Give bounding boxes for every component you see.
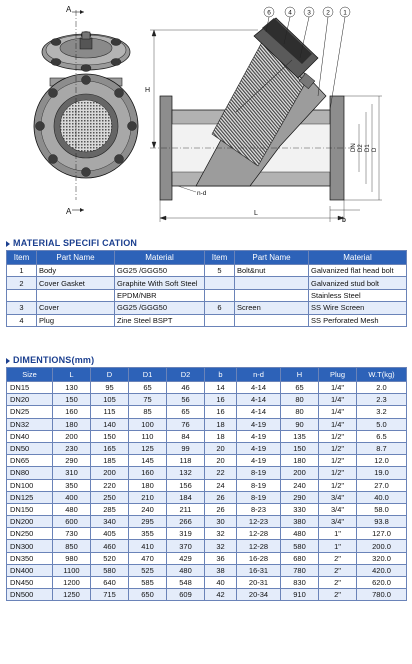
material-cell: 5 <box>205 265 235 277</box>
dimensions-cell: 580 <box>91 564 129 576</box>
dimensions-cell: 4-19 <box>237 418 281 430</box>
dimensions-cell: 80 <box>281 394 319 406</box>
dimensions-header-cell: n-d <box>237 368 281 382</box>
dimensions-row <box>7 394 407 406</box>
dimensions-cell: 6.5 <box>357 430 407 442</box>
dimensions-cell: 115 <box>91 406 129 418</box>
dimensions-cell: 580 <box>281 540 319 552</box>
dim-label-l: L <box>254 210 258 217</box>
dimensions-cell: 520 <box>91 552 129 564</box>
dimensions-cell: 1250 <box>53 589 91 601</box>
dimensions-cell: 200 <box>281 467 319 479</box>
material-header-cell: Material <box>115 251 205 265</box>
callout-6: 6 <box>267 9 271 17</box>
dimensions-row <box>7 552 407 564</box>
dimensions-cell: 135 <box>281 430 319 442</box>
dimensions-cell: 640 <box>91 577 129 589</box>
section-label-top: A <box>66 5 72 14</box>
dimensions-cell: 127.0 <box>357 528 407 540</box>
material-cell <box>205 314 235 326</box>
dimensions-cell: 240 <box>281 479 319 491</box>
dimensions-cell: 4-14 <box>237 394 281 406</box>
dimensions-row <box>7 528 407 540</box>
dimensions-size-cell: DN500 <box>7 589 53 601</box>
dimensions-cell: 525 <box>129 564 167 576</box>
dimensions-cell: 65 <box>281 382 319 394</box>
dimensions-cell: 24 <box>205 479 237 491</box>
dimensions-size-cell: DN350 <box>7 552 53 564</box>
dimensions-cell: 3/4" <box>319 491 357 503</box>
dimensions-size-cell: DN65 <box>7 455 53 467</box>
material-cell: Cover Gasket <box>37 277 115 289</box>
dimensions-cell: 20-31 <box>237 577 281 589</box>
dim-label-h: H <box>145 87 151 94</box>
material-cell: 2 <box>7 277 37 289</box>
dimensions-row <box>7 382 407 394</box>
dimensions-cell: 18 <box>205 430 237 442</box>
dimensions-cell: 90 <box>281 418 319 430</box>
material-cell: Cover <box>37 302 115 314</box>
dimensions-row <box>7 418 407 430</box>
dimensions-cell: 285 <box>91 503 129 515</box>
dimensions-row <box>7 430 407 442</box>
dimensions-row <box>7 442 407 454</box>
dimensions-cell: 3.2 <box>357 406 407 418</box>
callout-4: 4 <box>288 9 292 17</box>
dim-label-d1: D1 <box>365 144 371 152</box>
material-cell: 1 <box>7 265 37 277</box>
dimensions-cell: 16 <box>205 406 237 418</box>
dimensions-cell: 42 <box>205 589 237 601</box>
material-cell: 3 <box>7 302 37 314</box>
top-view <box>42 32 130 72</box>
dimensions-cell: 20 <box>205 455 237 467</box>
dimensions-row <box>7 577 407 589</box>
dimensions-cell: 480 <box>53 503 91 515</box>
dimensions-cell: 2" <box>319 589 357 601</box>
dimensions-cell: 460 <box>91 540 129 552</box>
dimensions-cell: 330 <box>281 503 319 515</box>
dimensions-cell: 132 <box>167 467 205 479</box>
dimensions-cell: 130 <box>53 382 91 394</box>
dimensions-size-cell: DN80 <box>7 467 53 479</box>
dimensions-cell: 650 <box>129 589 167 601</box>
material-cell: 4 <box>7 314 37 326</box>
dimensions-cell: 4-19 <box>237 455 281 467</box>
material-header-cell: Item <box>205 251 235 265</box>
dimensions-size-cell: DN40 <box>7 430 53 442</box>
dimensions-cell: 14 <box>205 382 237 394</box>
dimensions-row <box>7 503 407 515</box>
dimensions-cell: 118 <box>167 455 205 467</box>
dimensions-cell: 110 <box>129 430 167 442</box>
dimensions-size-cell: DN250 <box>7 528 53 540</box>
dimensions-cell: 165 <box>91 442 129 454</box>
dimensions-header-cell: L <box>53 368 91 382</box>
dimensions-cell: 680 <box>281 552 319 564</box>
material-cell: Screen <box>235 302 309 314</box>
dimensions-row <box>7 564 407 576</box>
dimensions-cell: 150 <box>53 394 91 406</box>
dimensions-cell: 8.7 <box>357 442 407 454</box>
material-header-cell: Part Name <box>37 251 115 265</box>
dimensions-cell: 2.0 <box>357 382 407 394</box>
dimensions-cell: 1/2" <box>319 479 357 491</box>
material-cell <box>235 289 309 301</box>
dimensions-cell: 185 <box>91 455 129 467</box>
dimensions-cell: 320.0 <box>357 552 407 564</box>
dimensions-cell: 420.0 <box>357 564 407 576</box>
dimensions-cell: 140 <box>91 418 129 430</box>
material-row <box>7 302 407 314</box>
material-header-cell: Part Name <box>235 251 309 265</box>
dimensions-cell: 620.0 <box>357 577 407 589</box>
dimensions-cell: 730 <box>53 528 91 540</box>
dimensions-header-cell: D <box>91 368 129 382</box>
dimensions-cell: 480 <box>167 564 205 576</box>
dimensions-header-cell: W.T(kg) <box>357 368 407 382</box>
dimensions-cell: 1/4" <box>319 394 357 406</box>
dimensions-cell: 1/2" <box>319 442 357 454</box>
dim-label-dn: DN <box>351 143 357 152</box>
dimensions-cell: 36 <box>205 552 237 564</box>
dimensions-cell: 585 <box>129 577 167 589</box>
dimensions-cell: 84 <box>167 430 205 442</box>
callout-1: 1 <box>343 9 347 17</box>
dimensions-cell: 184 <box>167 491 205 503</box>
dimensions-cell: 830 <box>281 577 319 589</box>
dimensions-cell: 180 <box>129 479 167 491</box>
dimensions-header-row <box>7 368 407 382</box>
dimensions-row <box>7 479 407 491</box>
dimensions-cell: 3/4" <box>319 503 357 515</box>
dimensions-cell: 4-14 <box>237 406 281 418</box>
dimensions-row <box>7 589 407 601</box>
dimensions-cell: 156 <box>167 479 205 491</box>
dimensions-cell: 295 <box>129 516 167 528</box>
material-row <box>7 265 407 277</box>
material-header-cell: Item <box>7 251 37 265</box>
material-row <box>7 277 407 289</box>
dimensions-cell: 355 <box>129 528 167 540</box>
material-row <box>7 314 407 326</box>
dimensions-size-cell: DN300 <box>7 540 53 552</box>
dimensions-cell: 40.0 <box>357 491 407 503</box>
dimensions-cell: 1/4" <box>319 382 357 394</box>
dimensions-size-cell: DN50 <box>7 442 53 454</box>
dimensions-size-cell: DN400 <box>7 564 53 576</box>
dimensions-cell: 310 <box>53 467 91 479</box>
dimensions-cell: 980 <box>53 552 91 564</box>
dimensions-cell: 200.0 <box>357 540 407 552</box>
material-cell: Bolt&nut <box>235 265 309 277</box>
dimensions-cell: 250 <box>91 491 129 503</box>
dimensions-cell: 27.0 <box>357 479 407 491</box>
section-label-bottom: A <box>66 207 72 216</box>
dimensions-size-cell: DN450 <box>7 577 53 589</box>
dimensions-cell: 5.0 <box>357 418 407 430</box>
dimensions-header-cell: Plug <box>319 368 357 382</box>
material-cell <box>7 289 37 301</box>
dimensions-cell: 145 <box>129 455 167 467</box>
dimensions-cell: 400 <box>53 491 91 503</box>
dimensions-cell: 609 <box>167 589 205 601</box>
material-table <box>6 250 407 327</box>
material-cell: EPDM/NBR <box>115 289 205 301</box>
dimensions-cell: 19.0 <box>357 467 407 479</box>
dimensions-cell: 1200 <box>53 577 91 589</box>
dimensions-cell: 12-28 <box>237 540 281 552</box>
dimensions-cell: 76 <box>167 418 205 430</box>
dimensions-cell: 8-19 <box>237 491 281 503</box>
material-cell <box>205 289 235 301</box>
dimensions-cell: 780 <box>281 564 319 576</box>
material-cell <box>235 277 309 289</box>
dimensions-cell: 26 <box>205 491 237 503</box>
dimensions-cell: 8-19 <box>237 479 281 491</box>
dimensions-cell: 16-31 <box>237 564 281 576</box>
dimensions-cell: 370 <box>167 540 205 552</box>
dim-label-b: b <box>342 217 346 224</box>
triangle-bullet-icon <box>6 358 10 364</box>
dimensions-row <box>7 406 407 418</box>
dimensions-cell: 93.8 <box>357 516 407 528</box>
dimensions-cell: 180 <box>53 418 91 430</box>
dimensions-cell: 200 <box>91 467 129 479</box>
material-cell: Stainless Steel <box>309 289 407 301</box>
dimensions-cell: 410 <box>129 540 167 552</box>
dimensions-cell: 80 <box>281 406 319 418</box>
dimensions-cell: 266 <box>167 516 205 528</box>
dimensions-cell: 1/2" <box>319 467 357 479</box>
material-cell: 6 <box>205 302 235 314</box>
material-section-title: MATERIAL SPECIFI CATION <box>6 238 137 248</box>
dimensions-cell: 16 <box>205 394 237 406</box>
dimensions-cell: 405 <box>91 528 129 540</box>
dimensions-size-cell: DN100 <box>7 479 53 491</box>
dimensions-cell: 150 <box>281 442 319 454</box>
dimensions-cell: 8-23 <box>237 503 281 515</box>
dimensions-cell: 380 <box>281 516 319 528</box>
dimensions-cell: 32 <box>205 528 237 540</box>
dimensions-cell: 160 <box>53 406 91 418</box>
dimensions-size-cell: DN20 <box>7 394 53 406</box>
strainer-drawing <box>0 0 412 232</box>
dimensions-size-cell: DN32 <box>7 418 53 430</box>
dimensions-size-cell: DN25 <box>7 406 53 418</box>
material-cell <box>235 314 309 326</box>
material-cell <box>37 289 115 301</box>
dimensions-row <box>7 540 407 552</box>
dimensions-cell: 850 <box>53 540 91 552</box>
callout-2: 2 <box>326 9 330 17</box>
dimensions-cell: 30 <box>205 516 237 528</box>
callout-3: 3 <box>307 9 311 17</box>
material-cell: SS Wire Screen <box>309 302 407 314</box>
dimensions-cell: 65 <box>129 382 167 394</box>
dimensions-cell: 160 <box>129 467 167 479</box>
dimensions-cell: 1" <box>319 540 357 552</box>
material-cell: Galvanized stud bolt <box>309 277 407 289</box>
dim-label-d2: D2 <box>358 144 364 152</box>
dimensions-cell: 20 <box>205 442 237 454</box>
dim-label-nd: n-d <box>197 190 207 197</box>
dimensions-cell: 99 <box>167 442 205 454</box>
dimensions-cell: 480 <box>281 528 319 540</box>
dimensions-cell: 38 <box>205 564 237 576</box>
material-cell: GG25 /GGG50 <box>115 302 205 314</box>
dimensions-cell: 429 <box>167 552 205 564</box>
dimensions-cell: 100 <box>129 418 167 430</box>
dimensions-cell: 20-34 <box>237 589 281 601</box>
dimensions-cell: 8-19 <box>237 467 281 479</box>
dimensions-row <box>7 467 407 479</box>
dimensions-header-cell: D2 <box>167 368 205 382</box>
dimensions-cell: 240 <box>129 503 167 515</box>
dimensions-size-cell: DN15 <box>7 382 53 394</box>
dimensions-row <box>7 491 407 503</box>
dimensions-cell: 2" <box>319 577 357 589</box>
dimensions-cell: 16-28 <box>237 552 281 564</box>
dimensions-cell: 150 <box>91 430 129 442</box>
dimensions-cell: 4-19 <box>237 442 281 454</box>
material-row <box>7 289 407 301</box>
dimensions-cell: 1/4" <box>319 406 357 418</box>
material-cell <box>205 277 235 289</box>
dimensions-cell: 211 <box>167 503 205 515</box>
dimensions-cell: 548 <box>167 577 205 589</box>
dimensions-cell: 1/2" <box>319 455 357 467</box>
dimensions-cell: 12.0 <box>357 455 407 467</box>
material-cell: Body <box>37 265 115 277</box>
dimensions-cell: 180 <box>281 455 319 467</box>
dimensions-row <box>7 516 407 528</box>
dimensions-cell: 1/4" <box>319 418 357 430</box>
material-header-cell: Material <box>309 251 407 265</box>
dimensions-section-title: DIMENTIONS(mm) <box>6 355 94 365</box>
dimensions-cell: 290 <box>281 491 319 503</box>
material-cell: Zine Steel BSPT <box>115 314 205 326</box>
dimensions-cell: 18 <box>205 418 237 430</box>
dimensions-cell: 12-23 <box>237 516 281 528</box>
dimensions-cell: 75 <box>129 394 167 406</box>
dimensions-size-cell: DN150 <box>7 503 53 515</box>
material-cell: Galvanized flat head bolt <box>309 265 407 277</box>
dimensions-cell: 58.0 <box>357 503 407 515</box>
dimensions-cell: 56 <box>167 394 205 406</box>
dimensions-table <box>6 367 407 601</box>
dimensions-cell: 2" <box>319 564 357 576</box>
dimensions-cell: 470 <box>129 552 167 564</box>
dimensions-cell: 319 <box>167 528 205 540</box>
dimensions-cell: 2" <box>319 552 357 564</box>
dimensions-cell: 4-19 <box>237 430 281 442</box>
dimensions-cell: 200 <box>53 430 91 442</box>
dimensions-cell: 26 <box>205 503 237 515</box>
dimensions-size-cell: DN125 <box>7 491 53 503</box>
dimensions-cell: 220 <box>91 479 129 491</box>
dimensions-cell: 1" <box>319 528 357 540</box>
dimensions-size-cell: DN200 <box>7 516 53 528</box>
dimensions-cell: 780.0 <box>357 589 407 601</box>
dimensions-cell: 32 <box>205 540 237 552</box>
dimensions-cell: 1/2" <box>319 430 357 442</box>
material-cell: Graphite With Soft Steel <box>115 277 205 289</box>
dimensions-cell: 340 <box>91 516 129 528</box>
dimensions-cell: 2.3 <box>357 394 407 406</box>
dimensions-cell: 230 <box>53 442 91 454</box>
dimensions-cell: 4-14 <box>237 382 281 394</box>
dimensions-cell: 95 <box>91 382 129 394</box>
dimensions-cell: 600 <box>53 516 91 528</box>
dimensions-cell: 350 <box>53 479 91 491</box>
dimensions-header-cell: D1 <box>129 368 167 382</box>
dimensions-cell: 85 <box>129 406 167 418</box>
material-cell: Plug <box>37 314 115 326</box>
material-cell: GG25 /GGG50 <box>115 265 205 277</box>
dimensions-cell: 12-28 <box>237 528 281 540</box>
dimensions-cell: 65 <box>167 406 205 418</box>
dimensions-cell: 125 <box>129 442 167 454</box>
triangle-bullet-icon <box>6 241 10 247</box>
dimensions-row <box>7 455 407 467</box>
dimensions-cell: 715 <box>91 589 129 601</box>
side-section-view <box>145 7 382 224</box>
dimensions-cell: 40 <box>205 577 237 589</box>
dimensions-cell: 3/4" <box>319 516 357 528</box>
material-cell: SS Perforated Mesh <box>309 314 407 326</box>
dimensions-cell: 105 <box>91 394 129 406</box>
dimensions-header-cell: b <box>205 368 237 382</box>
dimensions-cell: 210 <box>129 491 167 503</box>
dimensions-header-cell: H <box>281 368 319 382</box>
dimensions-cell: 290 <box>53 455 91 467</box>
dimensions-header-cell: Size <box>7 368 53 382</box>
dimensions-cell: 910 <box>281 589 319 601</box>
dimensions-cell: 46 <box>167 382 205 394</box>
dimensions-cell: 22 <box>205 467 237 479</box>
material-header-row <box>7 251 407 265</box>
dim-label-d: D <box>372 147 378 152</box>
dimensions-cell: 1100 <box>53 564 91 576</box>
